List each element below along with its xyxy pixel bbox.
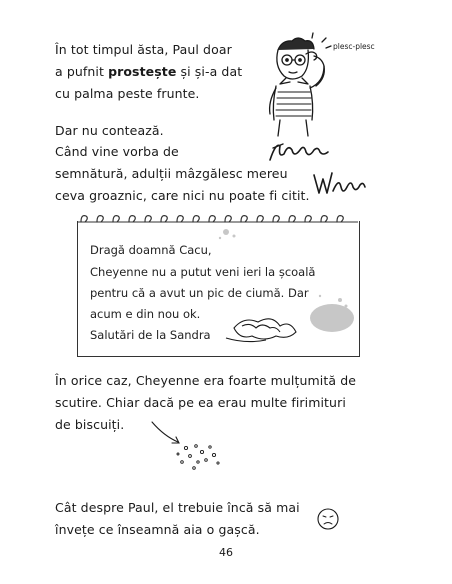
paragraph1-line3: cu palma peste frunte.	[55, 86, 200, 101]
page-number: 46	[219, 546, 233, 559]
sound-effect-text: plesc-plesc	[333, 42, 375, 51]
note-line5: Salutări de la Sandra	[90, 328, 211, 342]
paragraph1-line2-post: și și-a dat	[176, 64, 243, 79]
signature-scribble-icon	[311, 169, 375, 199]
paragraph3-line1: În orice caz, Cheyenne era foarte mulțumită de	[55, 373, 357, 388]
note-stain-icon	[212, 226, 358, 354]
note-line3: pentru că a avut un pic de ciumă. Dar	[90, 286, 309, 300]
paragraph2-line4: ceva groaznic, care nici nu poate fi citit.	[55, 188, 310, 203]
paragraph3-line3: de biscuiți.	[55, 417, 125, 432]
paragraph1-line2-pre: a pufnit	[55, 64, 109, 79]
signature-scribble-icon	[267, 140, 337, 166]
paragraph1-line1: În tot timpul ăsta, Paul doar	[55, 42, 232, 57]
crumbs-icon	[150, 418, 240, 478]
paragraph2-line2: Când vine vorba de	[55, 144, 179, 159]
paragraph2-line1: Dar nu contează.	[55, 123, 164, 138]
note-line2: Cheyenne nu a putut veni ieri la școală	[90, 265, 316, 279]
paragraph1-line2	[55, 64, 242, 80]
paragraph4-line1: Cât despre Paul, el trebuie încă să mai	[55, 500, 300, 515]
paragraph2-line3: semnătură, adulții mâzgălesc mereu	[55, 166, 288, 181]
sad-face-icon	[316, 507, 340, 531]
note-line4: acum e din nou ok.	[90, 307, 201, 321]
paragraph3-line2: scutire. Chiar dacă pe ea erau multe firimituri	[55, 395, 346, 410]
note-line1: Dragă doamnă Cacu,	[90, 243, 212, 257]
paragraph4-line2: învețe ce înseamnă aia o gașcă.	[55, 522, 260, 537]
paragraph1-line2-bold: prostește	[108, 64, 177, 79]
